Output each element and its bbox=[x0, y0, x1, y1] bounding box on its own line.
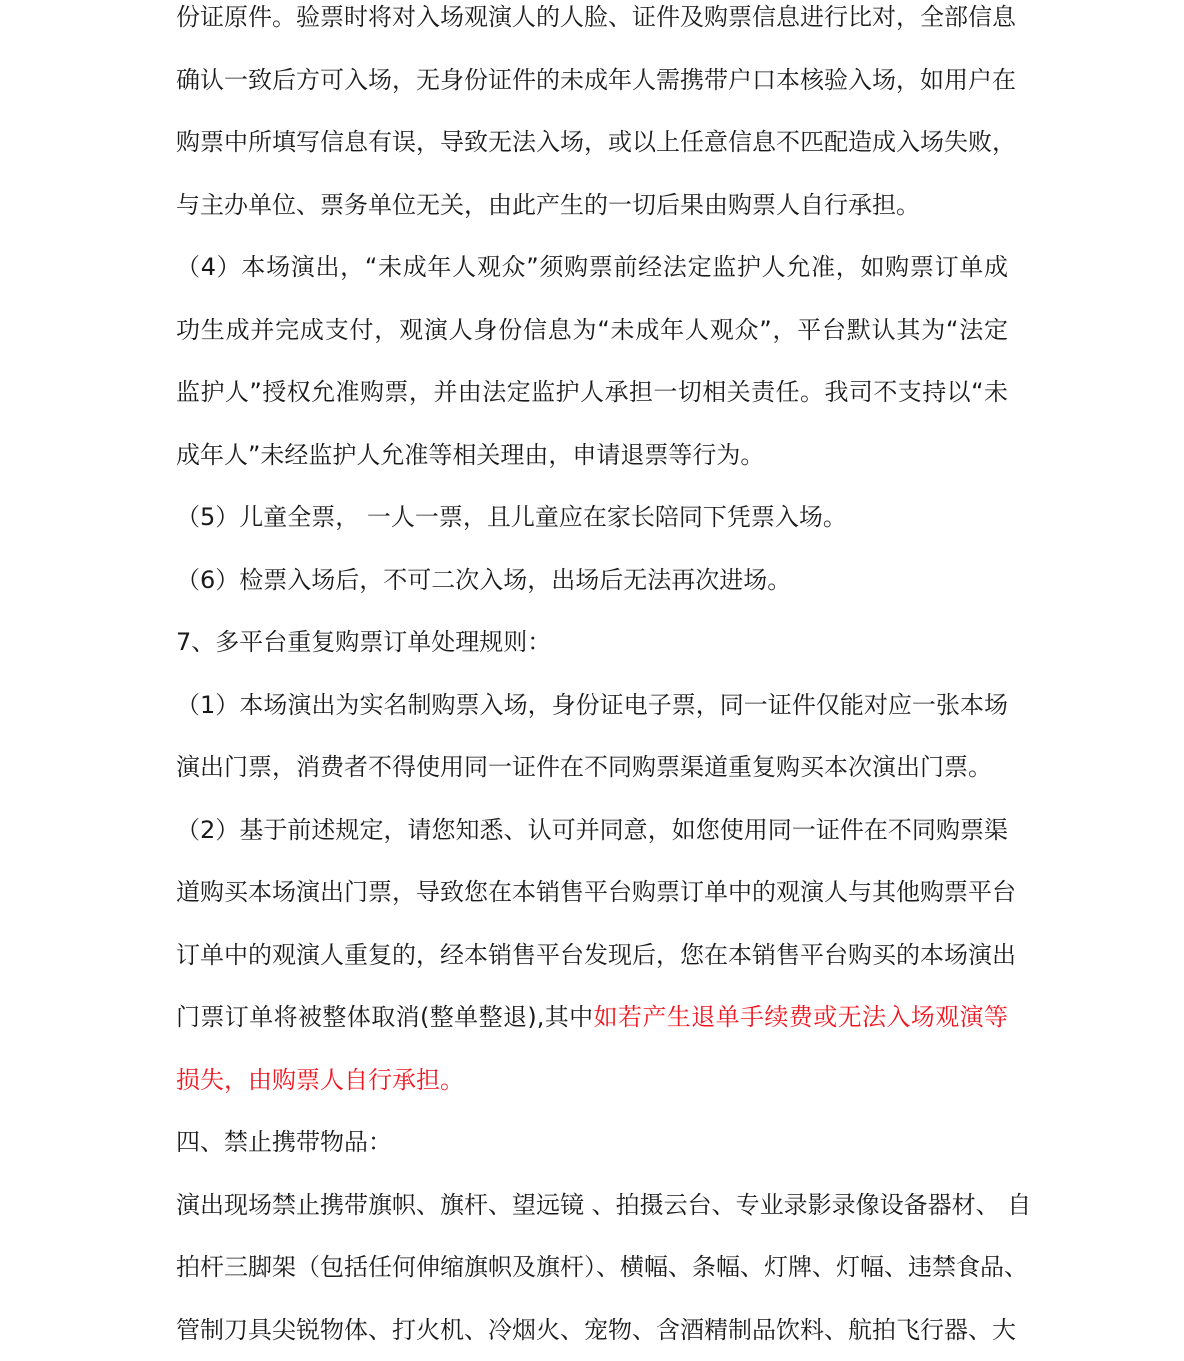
paragraph-line: 购票中所填写信息有误，导致无法入场，或以上任意信息不匹配造成入场失败， bbox=[176, 111, 1008, 174]
section-heading: 7、多平台重复购票订单处理规则： bbox=[176, 611, 1008, 674]
paragraph-line: 与主办单位、票务单位无关，由此产生的一切后果由购票人自行承担。 bbox=[176, 174, 1008, 237]
paragraph-line: 道购买本场演出门票，导致您在本销售平台购票订单中的观演人与其他购票平台 bbox=[176, 861, 1008, 924]
paragraph-line: （2）基于前述规定，请您知悉、认可并同意，如您使用同一证件在不同购票渠 bbox=[176, 799, 1008, 862]
paragraph-line: 功生成并完成支付，观演人身份信息为“未成年人观众”，平台默认其为“法定 bbox=[176, 299, 1008, 362]
paragraph-line-mixed bbox=[176, 986, 1008, 1049]
paragraph-line: 成年人”未经监护人允准等相关理由，申请退票等行为。 bbox=[176, 424, 1008, 487]
section-heading: 四、禁止携带物品： bbox=[176, 1111, 1008, 1174]
paragraph-line: （6）检票入场后，不可二次入场，出场后无法再次进场。 bbox=[176, 549, 1008, 612]
warning-text: 损失，由购票人自行承担。 bbox=[176, 1066, 464, 1094]
paragraph-line: 订单中的观演人重复的，经本销售平台发现后，您在本销售平台购买的本场演出 bbox=[176, 924, 1008, 987]
paragraph-line: 管制刀具尖锐物体、打火机、冷烟火、宠物、含酒精制品饮料、航拍飞行器、大 bbox=[176, 1299, 1008, 1361]
document-body bbox=[176, 0, 1008, 1361]
paragraph-line: 演出门票，消费者不得使用同一证件在不同购票渠道重复购买本次演出门票。 bbox=[176, 736, 1008, 799]
paragraph-line: 拍杆三脚架（包括任何伸缩旗帜及旗杆）、横幅、条幅、灯牌、灯幅、违禁食品、 bbox=[176, 1236, 1008, 1299]
paragraph-line: 演出现场禁止携带旗帜、旗杆、望远镜 、拍摄云台、专业录影录像设备器材、 自 bbox=[176, 1174, 1008, 1237]
paragraph-line: 份证原件。验票时将对入场观演人的人脸、证件及购票信息进行比对，全部信息 bbox=[176, 0, 1008, 49]
warning-text: 如若产生退单手续费或无法入场观演等 bbox=[594, 1003, 1008, 1031]
paragraph-line: 监护人”授权允准购票，并由法定监护人承担一切相关责任。我司不支持以“未 bbox=[176, 361, 1008, 424]
paragraph-line: （4）本场演出，“未成年人观众”须购票前经法定监护人允准，如购票订单成 bbox=[176, 236, 1008, 299]
paragraph-line: 确认一致后方可入场，无身份证件的未成年人需携带户口本核验入场，如用户在 bbox=[176, 49, 1008, 112]
normal-text: 门票订单将被整体取消(整单整退),其中 bbox=[176, 1003, 594, 1031]
paragraph-line-warning bbox=[176, 1049, 1008, 1112]
paragraph-line: （5）儿童全票， 一人一票，且儿童应在家长陪同下凭票入场。 bbox=[176, 486, 1008, 549]
paragraph-line: （1）本场演出为实名制购票入场，身份证电子票，同一证件仅能对应一张本场 bbox=[176, 674, 1008, 737]
